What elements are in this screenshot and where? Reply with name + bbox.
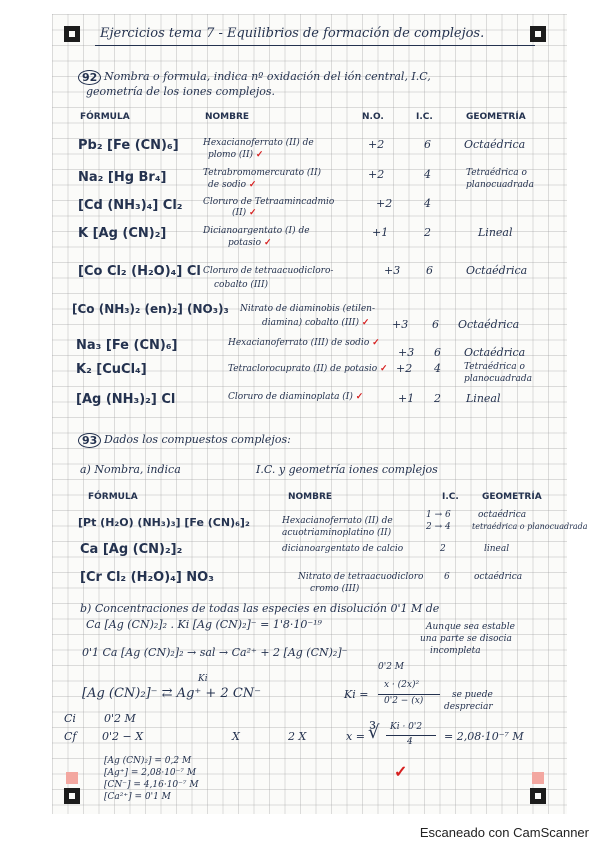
result-cn: [CN⁻] = 4,16·10⁻⁷ M [104,780,199,790]
ki-arrow-label: Ki [198,674,208,684]
q93-header-ic: I.C. [442,492,459,502]
result-ca: [Ca²⁺] = 0'1 M [104,792,171,802]
row-nombre-cont: cromo (III) [310,584,360,594]
row-nombre: Nitrato de diaminobis (etilen- [240,304,376,314]
cf-2x: 2 X [288,730,307,743]
equilibrium-equation: [Ag (CN)₂]⁻ ⇄ Ag⁺ + 2 CN⁻ [82,686,261,701]
row-ic: 1 → 6 [426,510,451,520]
ki-note-line1: se puede [452,690,493,700]
row-geom: lineal [484,544,510,554]
row-geom: Tetraédrica o [466,168,527,178]
row-ic: 2 [424,226,431,239]
row-nombre-cont: acuotriaminoplatino (II) [282,528,392,538]
row-ic-cont: 2 → 4 [426,522,451,532]
q93-prompt: Dados los compuestos complejos: [104,433,291,446]
row-ic: 6 [434,346,441,359]
row-no: +2 [368,168,385,181]
solve-numerator: Ki · 0'2 [390,722,423,732]
q93-part-a-rest: I.C. y geometría iones complejos [256,463,438,476]
row-no: +1 [372,226,389,239]
row-nombre-cont: de sodio ✓ [208,180,257,190]
ki-denominator: 0'2 − (x) [384,696,424,706]
row-no: +3 [398,346,415,359]
pink-marker-right [532,772,544,784]
result-ag-cn2: [Ag (CN)₂] = 0,2 M [104,756,192,766]
row-formula: [Cr Cl₂ (H₂O)₄] NO₃ [80,570,214,585]
q93-header-geom: GEOMETRÍA [482,492,542,502]
row-nombre: Dicianoargentato (I) de [203,226,310,236]
row-geom: octaédrica [478,510,527,520]
q92-header-geom: GEOMETRÍA [466,112,526,122]
ci-label: Ci [64,712,76,725]
corner-marker-bottom-left [64,788,80,804]
ki-fraction-bar [378,694,440,695]
q92-prompt-line2: geometría de los iones complejos. [86,85,276,98]
corner-marker-top-left [64,26,80,42]
row-ic: 2 [434,392,441,405]
row-ic: 4 [424,197,431,210]
row-no: +3 [384,264,401,277]
cf-x: X [232,730,240,743]
note-line3: incompleta [430,646,481,656]
row-no: +2 [396,362,413,375]
row-ic: 4 [434,362,441,375]
row-formula: [Cd (NH₃)₄] Cl₂ [78,198,183,213]
row-ic: 4 [424,168,431,181]
row-ic: 2 [440,544,446,554]
row-nombre-cont: cobalto (III) [214,280,269,290]
note-line1: Aunque sea estable [426,622,515,632]
row-no: +2 [376,197,393,210]
row-geom: Octaédrica [458,318,520,331]
q93-header-nombre: NOMBRE [288,492,333,502]
row-geom: Octaédrica [464,138,526,151]
dissociation-equation: 0'1 Ca [Ag (CN)₂]₂ → sal → Ca²⁺ + 2 [Ag (CN)₂]⁻ [82,646,348,659]
solve-result: = 2,08·10⁻⁷ M [444,730,524,743]
row-nombre: Cloruro de Tetraamincadmio [203,197,335,207]
pink-marker-left [66,772,78,784]
row-nombre: Cloruro de tetraacuodicloro- [203,266,334,276]
row-formula: Ca [Ag (CN)₂]₂ [80,542,183,557]
row-nombre: Nitrato de tetraacuodicloro [298,572,424,582]
row-ic: 6 [424,138,431,151]
row-formula: [Co (NH₃)₂ (en)₂] (NO₃)₃ [72,302,229,316]
row-geom: Lineal [466,392,501,405]
solve-lhs: x = [346,730,365,743]
q92-header-nombre: NOMBRE [205,112,250,122]
q92-number: 92 [78,70,101,85]
dissociation-concentration: 0'2 M [378,662,405,672]
row-formula: K [Ag (CN)₂] [78,226,167,241]
q93-header-formula: FÓRMULA [88,492,138,502]
ci-value: 0'2 M [104,712,136,725]
q93-part-b-line1: b) Concentraciones de todas las especies en disolución 0'1 M de [80,602,440,615]
solve-fraction-bar [386,735,436,736]
row-ic: 6 [426,264,433,277]
row-nombre-cont: potasio ✓ [228,238,272,248]
row-ic: 6 [432,318,439,331]
row-formula: [Ag (NH₃)₂] Cl [76,392,176,407]
ki-label: Ki = [344,688,369,701]
final-check-mark: ✓ [394,762,408,781]
cf-label: Cf [64,730,77,743]
row-geom: octaédrica [474,572,523,582]
ki-numerator: x · (2x)² [384,680,420,690]
solve-root-sign: ∛ [368,722,380,743]
row-ic: 6 [444,572,450,582]
row-no: +3 [392,318,409,331]
row-nombre: Tetraclorocuprato (II) de potasio ✓ [228,364,388,374]
q92-header-no: N.O. [362,112,384,122]
corner-marker-top-right [530,26,546,42]
solve-denominator: 4 [407,737,413,747]
ki-note-line2: despreciar [444,702,493,712]
row-geom: Lineal [478,226,513,239]
row-formula: Na₃ [Fe (CN)₆] [76,338,178,353]
q93-part-b-line2: Ca [Ag (CN)₂]₂ . Ki [Ag (CN)₂]⁻ = 1'8·10⁻¹⁹ [86,618,322,631]
row-geom-cont: planocuadrada [466,180,534,190]
row-nombre-cont: (II) ✓ [232,208,257,218]
row-formula: Pb₂ [Fe (CN)₆] [78,138,179,153]
q92-prompt-line1: Nombra o formula, indica nº oxidación del ión central, I.C, [104,70,431,83]
row-geom-cont: tetraédrica o planocuadrada [472,522,588,531]
row-nombre: dicianoargentato de calcio [282,544,404,554]
row-nombre-cont: diamina) cobalto (III) ✓ [262,318,370,328]
row-nombre: Hexacianoferrato (III) de sodio ✓ [228,338,380,348]
q92-header-formula: FÓRMULA [80,112,130,122]
row-no: +1 [398,392,415,405]
page-title: Ejercicios tema 7 - Equilibrios de formación de complejos. [100,26,485,41]
corner-marker-bottom-right [530,788,546,804]
row-formula: [Co Cl₂ (H₂O)₄] Cl [78,264,201,279]
row-nombre: Tetrabromomercurato (II) [203,168,322,178]
title-underline [95,45,535,46]
note-line2: una parte se disocia [420,634,512,644]
q93-number: 93 [78,433,101,448]
row-geom: Octaédrica [464,346,526,359]
row-nombre: Hexacianoferrato (II) de [282,516,393,526]
row-no: +2 [368,138,385,151]
row-nombre-cont: plomo (II) ✓ [208,150,264,160]
row-geom: Octaédrica [466,264,528,277]
camscanner-watermark: Escaneado con CamScanner [419,825,589,840]
row-nombre: Cloruro de diaminoplata (I) ✓ [228,392,364,402]
result-ag: [Ag⁺] = 2,08·10⁻⁷ M [104,768,197,778]
row-geom-cont: planocuadrada [464,374,532,384]
row-formula: K₂ [CuCl₄] [76,362,147,377]
cf-value: 0'2 − X [102,730,144,743]
row-geom: Tetraédrica o [464,362,525,372]
row-formula: [Pt (H₂O) (NH₃)₃] [Fe (CN)₆]₂ [78,516,250,529]
q92-header-ic: I.C. [416,112,433,122]
row-formula: Na₂ [Hg Br₄] [78,170,167,185]
row-nombre: Hexacianoferrato (II) de [203,138,314,148]
q93-part-a: a) Nombra, indica [80,463,181,476]
